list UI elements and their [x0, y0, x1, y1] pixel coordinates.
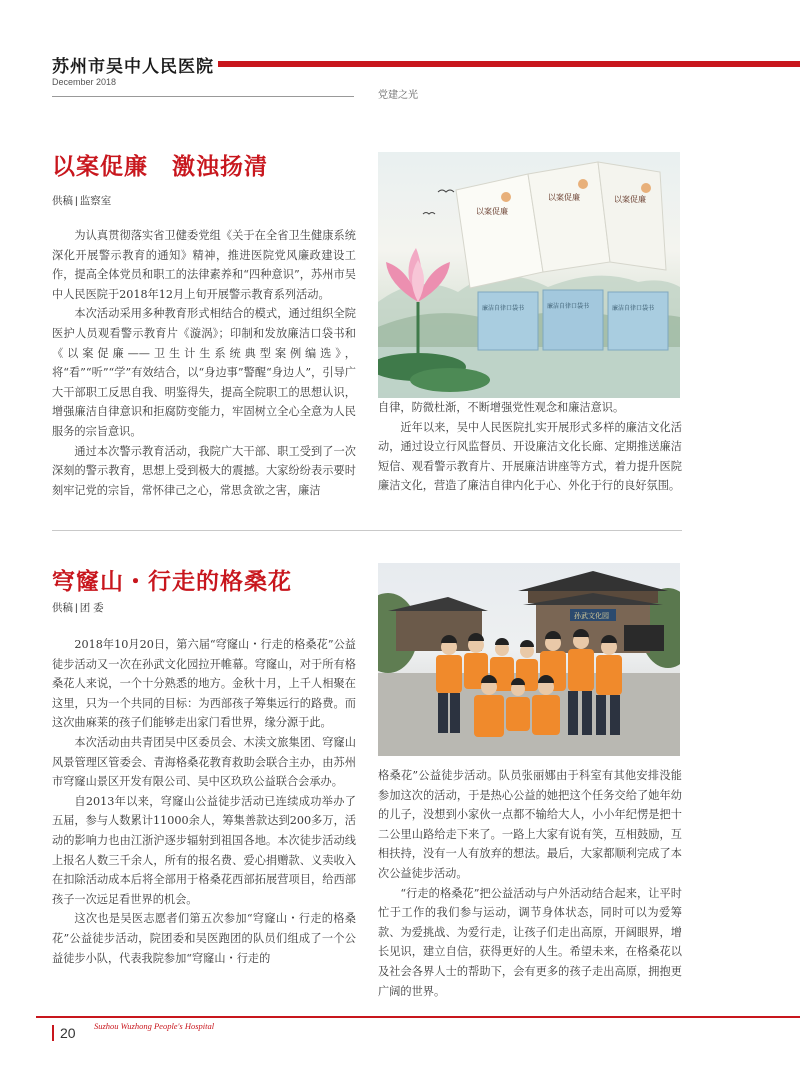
article1-photo-books-lotus	[378, 152, 680, 398]
article2-photo-group	[378, 563, 680, 756]
article2-title: 穹窿山・行走的格桑花	[52, 568, 292, 595]
page-number: 20	[52, 1025, 76, 1041]
book-label: 以案促廉	[614, 195, 646, 204]
booklet-label: 廉洁自律口袋书	[482, 305, 525, 312]
header-red-bar	[218, 61, 800, 67]
paragraph: 自2013年以来，穹窿山公益徒步活动已连续成功举办了五届，参与人数累计11000余人，筹集善款达到200多万，活动的影响力也由江浙沪逐步辐射到祖国各地。本次徒步活动线上报名人数三千余人，所有的报名费、爱心捐赠款、义卖收入在扣除活动成本后将全部用于格桑花西部拓展营项目，给西部孩子一次远足看世界的机会。	[52, 794, 356, 906]
paragraph: 近年以来，吴中人民医院扎实开展形式多样的廉洁文化活动，通过设立行风监督员、开设廉洁文化长廊、定期推送廉洁短信、观看警示教育片、开展廉洁讲座等方式，着力提升医院廉洁文化，营造了廉洁自律内化于心、外化于行的良好氛围。	[378, 420, 682, 493]
article1-byline: 供稿 | 监察室	[52, 195, 112, 207]
article-divider	[52, 530, 682, 531]
footer-red-line	[36, 1016, 800, 1018]
booklet-label: 廉洁自律口袋书	[612, 305, 655, 312]
issue-date: December 2018	[52, 77, 117, 87]
hospital-title: 苏州市吴中人民医院	[52, 57, 214, 77]
paragraph: 格桑花”公益徒步活动。队员张丽娜由于科室有其他安排没能参加这次的活动，于是热心公益的她把这个任务交给了她年幼的儿子，没想到小家伙一点都不输给大人，小小年纪愣是把十二公里山路给走下来了。一路上大家有说有笑，互相鼓励，互相扶持，没有一人有放弃的想法。最后，大家都顺利完成了本次公益徒步活动。	[378, 769, 682, 880]
paragraph: 本次活动采用多种教育形式相结合的模式，通过组织全院医护人员观看警示教育片《漩涡》；印制和发放廉洁口袋书和《以案促廉——卫生计生系统典型案例编选》，将“看”“听”“学”有效结合，以“身边事”警醒“身边人”，引导广大干部职工反思自我、明鉴得失，提高全院职工的思想认识，增强廉洁自律意识和拒腐防变能力，牢固树立全心全意为人民服务的宗旨意识。	[52, 307, 356, 438]
paragraph: 2018年10月20日，第六届“穹窿山・行走的格桑花”公益徒步活动又一次在孙武文化园拉开帷幕。穹窿山，对于所有格桑花人来说，一个十分熟悉的地方。金秋十月，上千人相聚在这里，只为一个共同的目标：为西部孩子筹集远行的路费。而这次曲麻莱的孩子们能够走出家门看世界，缘分源于此。	[52, 638, 356, 730]
paragraph: 自律，防微杜渐，不断增强党性观念和廉洁意识。	[378, 401, 625, 414]
book-label: 以案促廉	[548, 193, 580, 202]
byline-label: 供稿	[52, 602, 73, 614]
section-name: 党建之光	[378, 90, 418, 101]
booklet-label: 廉洁自律口袋书	[547, 303, 590, 310]
byline-source: 团 委	[79, 602, 104, 614]
gate-sign: 孙武文化园	[574, 612, 609, 620]
article1-right-column	[378, 398, 682, 496]
book-stack	[456, 162, 666, 288]
booklets	[478, 290, 668, 350]
hospital-name-english: Suzhou Wuzhong People's Hospital	[94, 1021, 215, 1031]
byline-source: 监察室	[79, 195, 112, 207]
byline-label: 供稿	[52, 195, 73, 207]
paragraph: 本次活动由共青团吴中区委员会、木渎文旅集团、穹窿山风景管理区管委会、青海格桑花教育救助会联合主办，由苏州市穹窿山景区开发有限公司、吴中区玖玖公益联合会承办。	[52, 735, 356, 789]
paragraph: “行走的格桑花”把公益活动与户外活动结合起来，让平时忙于工作的我们参与运动，调节身体状态，同时可以为爱筹款、为爱挑战、为爱行走，让孩子们走出高原，开阔眼界，增长见识，建立自信，获得更好的人生。希望未来，在格桑花以及社会各界人士的帮助下，会有更多的孩子走出高原，拥抱更广阔的世界。	[378, 886, 682, 998]
paragraph: 为认真贯彻落实省卫健委党组《关于在全省卫生健康系统深化开展警示教育的通知》精神，推进医院党风廉政建设工作，提高全体党员和职工的法律素养和“四种意识”，苏州市吴中人民医院于2018年12月上旬开展警示教育系列活动。	[52, 229, 356, 301]
group-photo-illustration	[378, 563, 680, 756]
paragraph: 这次也是吴医志愿者们第五次参加“穹窿山・行走的格桑花”公益徒步活动，院团委和吴医跑团的队员们组成了一个公益徒步小队，代表我院参加“穹窿山・行走的	[52, 912, 356, 965]
books-lotus-illustration	[378, 152, 680, 398]
article2-byline: 供稿 | 团 委	[52, 602, 104, 614]
book-label: 以案促廉	[476, 207, 508, 216]
article1-left-column	[52, 226, 356, 500]
article1-title: 以案促廉 激浊扬清	[52, 153, 268, 180]
article2-right-column	[378, 766, 682, 1001]
header-rule	[52, 96, 354, 97]
paragraph: 通过本次警示教育活动，我院广大干部、职工受到了一次深刻的警示教育，思想上受到极大的震撼。大家纷纷表示要时刻牢记党的宗旨，常怀律己之心，常思贪欲之害，廉洁	[52, 444, 356, 497]
article2-left-column	[52, 635, 356, 968]
